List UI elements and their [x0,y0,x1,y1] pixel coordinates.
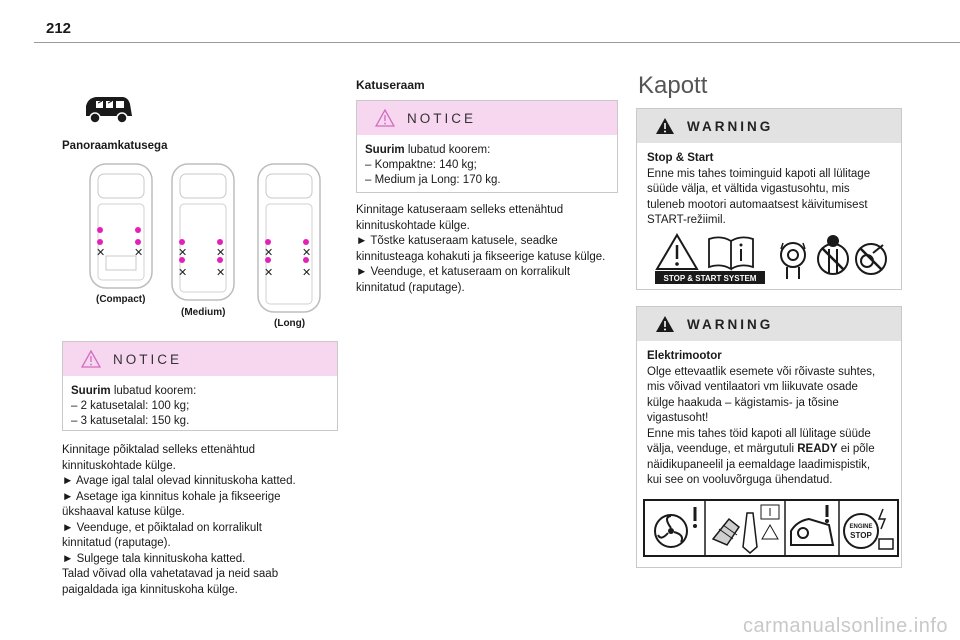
stop-start-pictogram-strip [653,233,889,285]
notice-title: NOTICE [113,351,183,367]
header-rule [34,42,960,43]
medium-roof-diagram [172,164,234,300]
engine-badge-line2: STOP [850,531,872,540]
long-roof-diagram [258,164,320,312]
text-line: kinnituskohtade külge. [62,459,176,472]
text-line [647,442,901,458]
svg-text:✕: ✕ [302,246,312,259]
warning-triangle-icon [375,109,395,127]
notice-line: – 3 katusetalal: 150 kg. [71,415,190,427]
stop-start-badge: STOP & START SYSTEM [663,274,757,283]
danger-triangle-icon [657,235,697,269]
text-line: Enne mis tahes toiminguid kapoti all lülitage [647,167,871,180]
svg-text:✕: ✕ [178,246,188,259]
left-paragraph [62,443,296,598]
notice-bold-lead: Suurim [365,144,405,156]
notice-line: – Kompaktne: 140 kg; [365,159,477,171]
text-line: Olge ettevaatlik esemete või rõivaste suhtes, [647,365,876,378]
text-line: vigastusoht! [647,412,709,424]
electric-motor-pictogram-strip [643,499,899,557]
fan-belt-icon [781,243,805,279]
page-title: Kapott [638,72,708,99]
text-line: kinnitatud (raputage). [356,281,465,294]
notice-box-middle [356,100,618,193]
text-line: mis võivad ventilaatori vm liikuvate osade [647,381,858,393]
text-line: ► Veenduge, et põiktalad on korralikult [62,521,262,534]
warning-title: WARNING [687,118,774,134]
notice-title: NOTICE [407,110,477,126]
notice-body [63,376,337,429]
van-icon [82,94,134,126]
compact-roof-diagram [90,164,152,288]
watermark: carmanualsonline.info [742,615,948,637]
ready-suffix: ei põle [840,443,875,455]
text-line: Kinnitage katuseraam selleks ettenähtud [356,204,564,216]
warning-box-electric-motor [636,306,902,568]
text-line: START-režiimil. [647,214,726,226]
no-hair-icon [818,235,848,274]
notice-header [357,101,617,135]
text-line: näidikupaneelil ja eemaldage laadimispistik, [647,458,871,471]
text-line: tuleneb mootori automaatsest käivitumisest [647,198,868,211]
ready-indicator-word: READY [797,443,838,455]
notice-header [63,342,337,376]
warning-title: WARNING [687,316,774,332]
svg-text:✕: ✕ [264,266,274,279]
warning-header [637,109,901,143]
text-line: külge haakuda – kägistamis- ja tõsine [647,396,839,409]
notice-line: – Medium ja Long: 170 kg. [365,174,501,186]
warning-header [637,307,901,341]
text-line: ► Tõstke katuseraam katusele, seadke [356,235,558,247]
warning-body [637,341,901,489]
text-line: paigaldada iga kinnituskoha külge. [62,583,238,596]
text-line: ► Avage igal talal olevad kinnituskoha katted. [62,475,296,487]
notice-body [357,135,617,188]
svg-text:✕: ✕ [96,246,106,259]
text-line: kinnituskohtade külge. [356,219,470,232]
notice-line: – 2 katusetalal: 100 kg; [71,400,190,412]
notice-bold-lead: Suurim [71,385,111,397]
text-line: Kinnitage põiktalad selleks ettenähtud [62,444,256,456]
text-line: ► Veenduge, et katuseraam on korralikult [356,266,571,278]
notice-box-left [62,341,338,431]
no-fan-icon [856,244,886,274]
warning-bold-lead: Elektrimootor [647,350,722,362]
warning-triangle-icon [655,117,675,135]
warning-body [637,143,901,229]
text-line: ► Sulgege tala kinnituskoha katted. [62,552,246,565]
text-line: süüde välja, et vältida vigastusohtu, mis [647,183,850,195]
middle-paragraph [356,203,605,296]
text-line: Talad võivad olla vahetatavad ja neid saab [62,568,279,580]
text-line: ükshaaval katuse külge. [62,506,185,518]
roof-label: Panoraamkatusega [62,140,168,152]
svg-text:✕: ✕ [178,266,188,279]
warning-bold-lead: Stop & Start [647,152,714,164]
svg-text:✕: ✕ [264,246,274,259]
text-line: kinnitatud (raputage). [62,537,171,549]
warning-box-stop-start [636,108,902,290]
diagram-label-long: (Long) [274,318,306,329]
notice-line: lubatud koorem: [407,144,491,156]
page-number: 212 [46,20,72,37]
diagram-label-medium: (Medium) [181,307,226,318]
section-heading: Katuseraam [356,78,425,92]
ready-prefix: välja, veenduge, et märgutuli [647,443,795,455]
svg-text:✕: ✕ [134,246,144,259]
manual-book-icon [709,237,753,269]
diagram-label-compact: (Compact) [96,294,146,305]
engine-badge-line1: ENGINE [849,524,873,530]
notice-line: lubatud koorem: [113,385,197,397]
svg-text:✕: ✕ [302,266,312,279]
text-line: kui see on vooluvõrguga ühendatud. [647,474,833,486]
text-line: kinnitusteaga kohakuti ja fikseerige katuse külge. [356,250,606,263]
text-line: ► Asetage iga kinnitus kohale ja fikseerige [62,490,281,503]
warning-triangle-icon [81,350,101,368]
warning-triangle-icon [655,315,675,333]
text-line: Enne mis tahes töid kapoti all lülitage süüde [647,427,871,440]
svg-text:✕: ✕ [216,266,226,279]
svg-text:✕: ✕ [216,246,226,259]
